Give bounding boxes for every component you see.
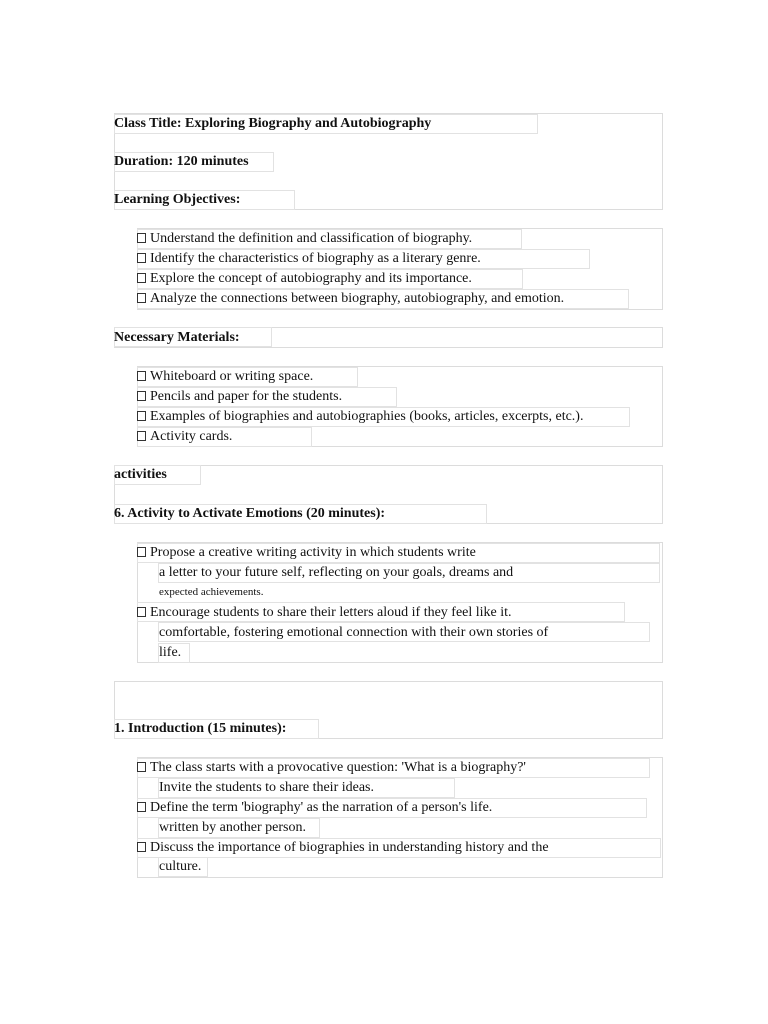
duration: Duration: 120 minutes: [114, 154, 249, 169]
class-title: Class Title: Exploring Biography and Autobiography: [114, 116, 432, 131]
objective-text: Identify the characteristics of biography as a literary genre.: [150, 251, 481, 266]
objective-text: Analyze the connections between biography, autobiography, and emotion.: [150, 291, 565, 306]
checkbox-icon: [137, 273, 146, 283]
activity-text: a letter to your future self, reflecting on your goals, dreams and: [159, 565, 514, 580]
list-item: [137, 839, 549, 857]
list-item: [137, 544, 476, 562]
objective-text: Understand the definition and classification of biography.: [150, 231, 473, 246]
objectives-heading: Learning Objectives:: [114, 192, 241, 207]
list-item: [137, 428, 232, 446]
material-text: Activity cards.: [150, 429, 233, 444]
introduction-text: The class starts with a provocative question: 'What is a biography?': [150, 760, 526, 775]
activity-text: comfortable, fostering emotional connection with their own stories of: [159, 625, 549, 640]
activities-heading: activities: [114, 467, 167, 482]
list-item: [137, 250, 481, 268]
list-item: [137, 368, 313, 386]
checkbox-icon: [137, 431, 146, 441]
checkbox-icon: [137, 293, 146, 303]
introduction-text: Define the term 'biography' as the narration of a person's life.: [150, 800, 493, 815]
material-text: Examples of biographies and autobiographies (books, articles, excerpts, etc.).: [150, 409, 584, 424]
checkbox-icon: [137, 391, 146, 401]
introduction-text: culture.: [159, 859, 202, 874]
activity-text: life.: [159, 645, 182, 660]
checkbox-icon: [137, 762, 146, 772]
activity-text: Encourage students to share their letters aloud if they feel like it.: [150, 605, 512, 620]
checkbox-icon: [137, 411, 146, 421]
activity6-heading: 6. Activity to Activate Emotions (20 minutes):: [114, 506, 386, 521]
activity-text: Propose a creative writing activity in which students write: [150, 545, 476, 560]
introduction-text: Invite the students to share their ideas.: [159, 780, 374, 795]
checkbox-icon: [137, 842, 146, 852]
material-text: Whiteboard or writing space.: [150, 369, 314, 384]
list-item: [137, 799, 492, 817]
list-item: [137, 388, 342, 406]
list-item: [137, 759, 526, 777]
list-item: [137, 604, 512, 622]
checkbox-icon: [137, 547, 146, 557]
introduction-heading: 1. Introduction (15 minutes):: [114, 721, 287, 736]
checkbox-icon: [137, 233, 146, 243]
list-item: [137, 290, 564, 308]
list-item: [137, 408, 583, 426]
materials-heading: Necessary Materials:: [114, 330, 240, 345]
objective-text: Explore the concept of autobiography and its importance.: [150, 271, 472, 286]
material-text: Pencils and paper for the students.: [150, 389, 343, 404]
introduction-text: written by another person.: [159, 820, 306, 835]
checkbox-icon: [137, 607, 146, 617]
list-item: [137, 230, 472, 248]
checkbox-icon: [137, 371, 146, 381]
checkbox-icon: [137, 802, 146, 812]
list-item: [137, 270, 472, 288]
activity-text: expected achievements.: [159, 586, 264, 598]
checkbox-icon: [137, 253, 146, 263]
introduction-text: Discuss the importance of biographies in understanding history and the: [150, 840, 549, 855]
